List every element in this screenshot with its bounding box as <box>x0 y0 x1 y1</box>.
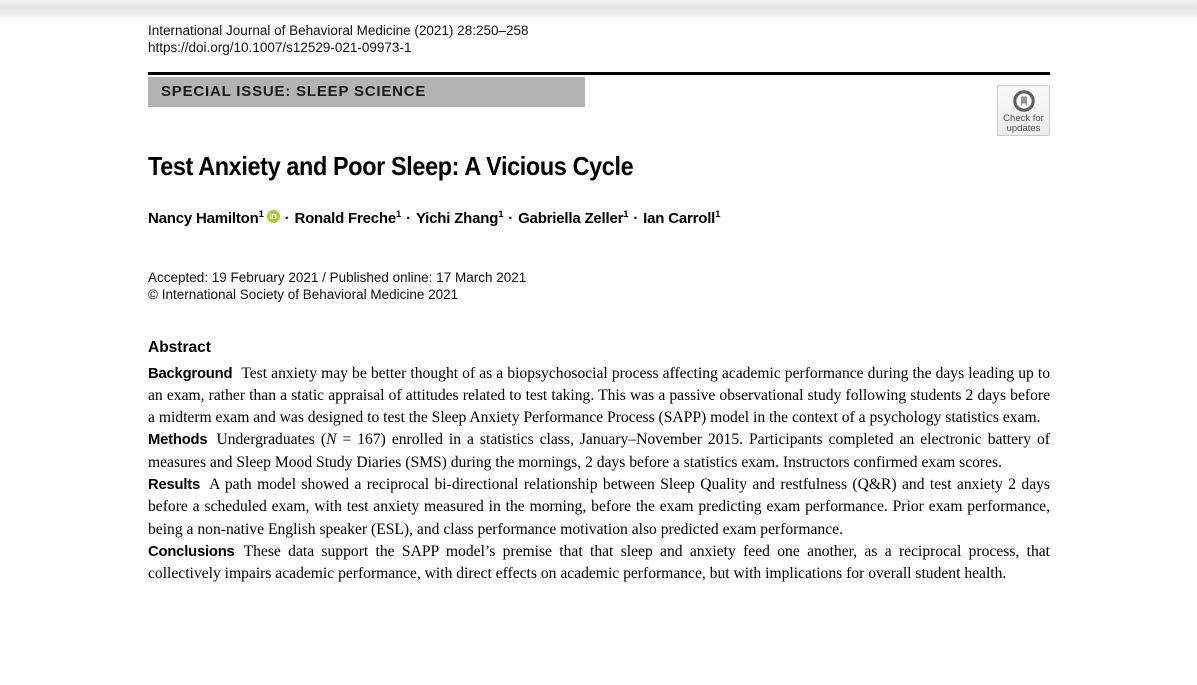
author-name: Ian Carroll <box>643 209 716 227</box>
abstract-paragraph-background <box>148 363 1050 430</box>
orcid-icon[interactable]: iD <box>267 210 280 223</box>
accepted-published-line: Accepted: 19 February 2021 / Published online: 17 March 2021 <box>148 269 527 285</box>
journal-citation: International Journal of Behavioral Medicine (2021) 28:250–258 <box>148 23 529 38</box>
doi-link[interactable]: https://doi.org/10.1007/s12529-021-09973-1 <box>148 40 412 55</box>
author <box>148 210 280 227</box>
author-list <box>148 209 1050 227</box>
author-separator: · <box>284 209 290 227</box>
author-separator: · <box>633 209 639 227</box>
paragraph-text: = 167) enrolled in a statistics class, January–November 2015. Participants completed an electronic battery of measures and Sleep Mood Study Diaries (SMS) during the mornings, 2 days before a statistics exam. Instructors confirmed exam scores. <box>148 431 1050 471</box>
author <box>643 210 720 227</box>
author-name: Nancy Hamilton <box>148 209 259 227</box>
author-name: Ronald Freche <box>294 209 397 227</box>
paragraph-label: Conclusions <box>148 543 235 560</box>
badge-line2: updates <box>1006 123 1041 134</box>
author-affiliation-mark: 1 <box>715 208 721 220</box>
author-affiliation-mark: 1 <box>623 208 629 220</box>
abstract-paragraph-results <box>148 474 1050 541</box>
author <box>416 210 503 227</box>
author-name: Gabriella Zeller <box>518 209 624 227</box>
author-affiliation-mark: 1 <box>396 208 402 220</box>
article-meta <box>148 269 1050 303</box>
special-issue-banner: SPECIAL ISSUE: SLEEP SCIENCE <box>148 77 585 107</box>
abstract-body <box>148 363 1050 586</box>
author-affiliation-mark: 1 <box>258 208 264 220</box>
author <box>294 210 401 227</box>
author-separator: · <box>508 209 514 227</box>
author <box>518 210 628 227</box>
paragraph-label: Methods <box>148 432 208 449</box>
article-title: Test Anxiety and Poor Sleep: A Vicious Cycle <box>148 150 634 181</box>
paragraph-text: These data support the SAPP model’s premise that that sleep and anxiety feed one another, as a reciprocal process, that collectively impairs academic performance, with direct effects on academic performance, but with implications for overall student health. <box>148 542 1050 583</box>
abstract-heading: Abstract <box>148 338 211 356</box>
header-rule <box>148 72 1050 75</box>
journal-header <box>148 0 1050 56</box>
paragraph-text: A path model showed a reciprocal bi-directional relationship between Sleep Quality and restfulness (Q&R) and test anxiety 2 days before a scheduled exam, with test anxiety measured in the morning, before the exam predicting exam performance. Prior exam performance, being a non-native English speaker (ESL), and class performance motivation also predicted exam performance. <box>148 475 1050 538</box>
abstract-paragraph-methods <box>148 429 1050 474</box>
paragraph-text: Undergraduates ( <box>216 431 327 449</box>
paragraph-label: Background <box>148 365 233 382</box>
paragraph-text: Test anxiety may be better thought of as a biopsychosocial process affecting academic performance during the days leading up to an exam, rather than a static appraisal of attitudes related to test taking. This was a passive observational study following students 2 days before a midterm exam and was designed to test the Sleep Anxiety Performance Process (SAPP) model in the context of a psychology statistics exam. <box>148 364 1050 427</box>
paragraph-text: N <box>326 431 337 449</box>
badge-line1: Check for <box>1003 113 1044 124</box>
author-name: Yichi Zhang <box>415 209 499 227</box>
abstract-paragraph-conclusions <box>148 541 1050 586</box>
article-page-content <box>148 0 1050 585</box>
author-affiliation-mark: 1 <box>498 208 504 220</box>
author-separator: · <box>406 209 411 227</box>
copyright-line: © International Society of Behavioral Medicine 2021 <box>148 286 459 302</box>
paragraph-label: Results <box>148 476 201 493</box>
